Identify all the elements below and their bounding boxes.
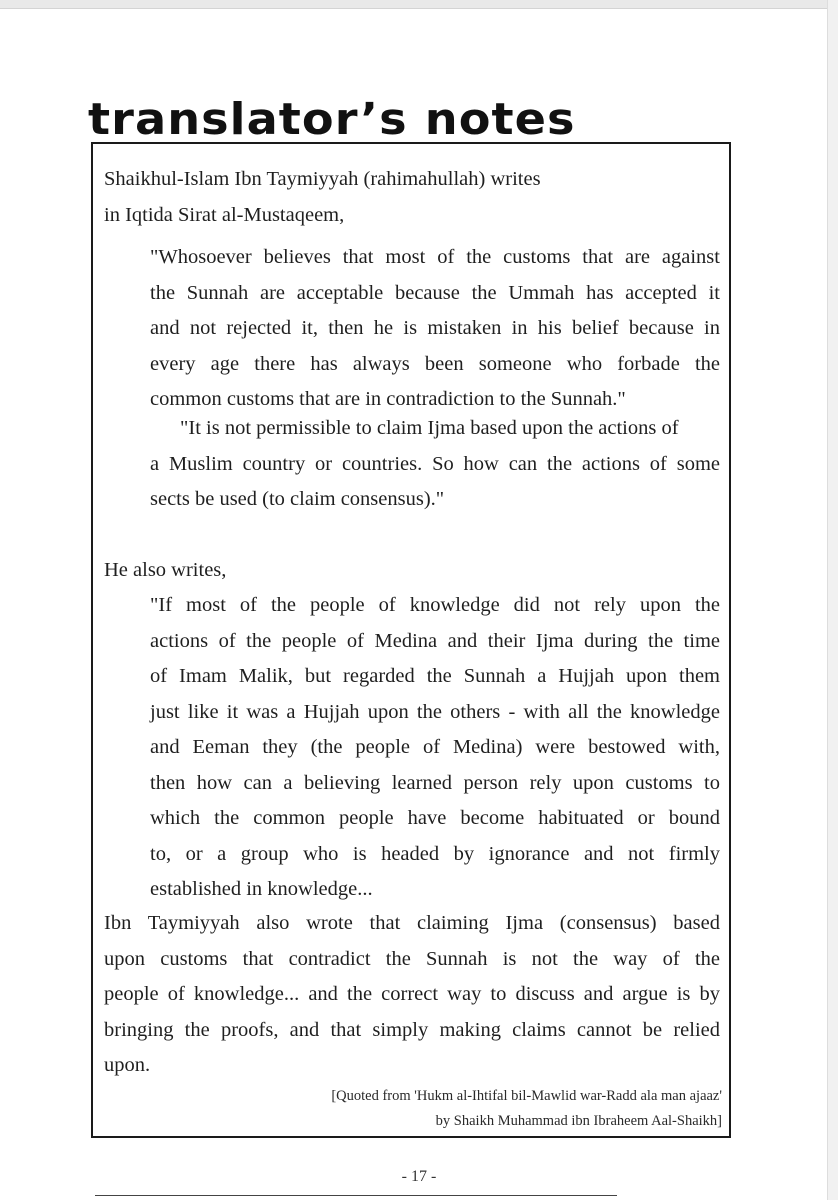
quote-line: sects be used (to claim consensus)." — [150, 488, 445, 510]
closing-line: bringing the proofs, and that simply making claims cannot be relied — [104, 1018, 720, 1041]
viewer-top-edge — [0, 0, 838, 9]
quote-line: which the common people have become habituated or bound — [150, 807, 720, 829]
footer-divider — [95, 1195, 617, 1196]
closing-line: upon. — [104, 1054, 151, 1076]
quote-line: "If most of the people of knowledge did not rely upon the — [150, 594, 720, 616]
quote-line: of Imam Malik, but regarded the Sunnah a Hujjah upon them — [150, 665, 720, 687]
viewer-right-edge — [827, 0, 838, 1200]
closing-paragraph — [104, 906, 720, 1084]
also-writes-paragraph — [104, 553, 720, 589]
quote-block-2 — [104, 411, 720, 518]
quote-line: actions of the people of Medina and their Ijma during the time — [150, 629, 720, 652]
closing-line: upon customs that contradict the Sunnah is not the way of the — [104, 947, 720, 970]
source-citation — [331, 1084, 722, 1134]
quote-line: common customs that are in contradiction to the Sunnah." — [150, 388, 626, 410]
quote-block-3 — [104, 588, 720, 908]
page-number: - 17 - — [401, 1168, 437, 1185]
quote-line: a Muslim country or countries. So how can the actions of some — [150, 452, 720, 475]
quote-block-1 — [104, 240, 720, 418]
quote-line: then how can a believing learned person rely upon customs to — [150, 771, 720, 794]
also-writes-line: He also writes, — [104, 559, 227, 581]
quote-line: and not rejected it, then he is mistaken in his belief because in — [150, 317, 720, 339]
quote-line: established in knowledge... — [150, 878, 373, 900]
intro-line: Shaikhul-Islam Ibn Taymiyyah (rahimahullah) writes — [104, 168, 541, 190]
citation-line: by Shaikh Muhammad ibn Ibraheem Aal-Shaikh] — [435, 1113, 722, 1129]
quote-line: "Whosoever believes that most of the customs that are against — [150, 246, 720, 268]
quote-line: just like it was a Hujjah upon the others - with all the knowledge — [150, 700, 720, 723]
quote-line: "It is not permissible to claim Ijma based upon the actions of — [180, 417, 679, 439]
closing-line: Ibn Taymiyyah also wrote that claiming Ijma (consensus) based — [104, 912, 720, 934]
quote-line: every age there has always been someone who forbade the — [150, 352, 720, 375]
quote-line: to, or a group who is headed by ignorance and not firmly — [150, 842, 720, 865]
closing-line: people of knowledge... and the correct way to discuss and argue is by — [104, 983, 720, 1005]
quote-line: the Sunnah are acceptable because the Ummah has accepted it — [150, 281, 720, 304]
quote-line: and Eeman they (the people of Medina) were bestowed with, — [150, 736, 720, 758]
page-heading: translator’s notes — [88, 94, 576, 145]
citation-line: [Quoted from 'Hukm al-Ihtifal bil-Mawlid war-Radd ala man ajaaz' — [331, 1088, 722, 1104]
intro-line: in Iqtida Sirat al-Mustaqeem, — [104, 203, 345, 226]
intro-paragraph — [104, 162, 720, 233]
